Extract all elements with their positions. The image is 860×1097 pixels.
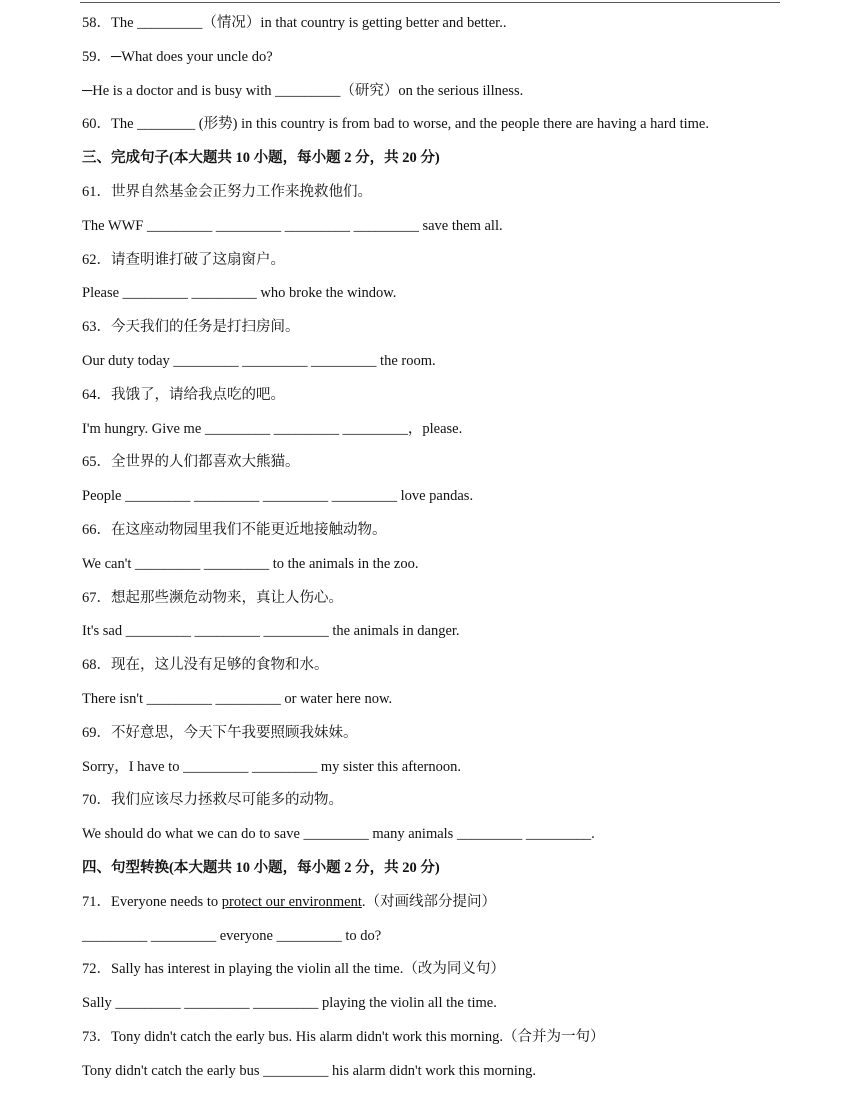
question-line: We can't _________ _________ to the animals in the zoo. (82, 555, 419, 572)
question-line: ─He is a doctor and is busy with _________（研究）on the serious illness. (82, 82, 524, 99)
question-line: 58．The _________（情况）in that country is getting better and better.. (82, 15, 507, 31)
question-line: Our duty today _________ _________ _________ the room. (82, 352, 436, 369)
question-line: 67．想起那些濒危动物来，真让人伤心。 (82, 589, 343, 606)
underlined-phrase: protect our environment (221, 893, 362, 910)
question-line: 65．全世界的人们都喜欢大熊猫。 (82, 454, 300, 471)
question-line: 72．Sally has interest in playing the violin all the time.（改为同义句） (82, 961, 505, 978)
question-line: Sorry，I have to _________ _________ my sister this afternoon. (82, 758, 461, 775)
question-line: 70．我们应该尽力拯救尽可能多的动物。 (82, 792, 343, 809)
question-line: There isn't _________ _________ or water here now. (82, 690, 393, 707)
question-line: The WWF _________ _________ _________ _________ save them all. (82, 217, 503, 234)
question-line: 62．请查明谁打破了这扇窗户。 (82, 251, 285, 268)
worksheet-page (82, 7, 782, 1089)
question-line (82, 886, 782, 920)
question-line: 66．在这座动物园里我们不能更近地接触动物。 (82, 521, 387, 538)
question-instruction: .（对画线部分提问） (361, 893, 496, 910)
question-line: 69．不好意思，今天下午我要照顾我妹妹。 (82, 724, 358, 741)
question-line: Please _________ _________ who broke the window. (82, 285, 397, 302)
top-rule (80, 2, 780, 3)
question-line: 60．The ________ (形势) in this country is from bad to worse, and the people there are having a hard time. (82, 116, 709, 133)
question-line: People _________ _________ _________ _________ love pandas. (82, 488, 474, 505)
question-line: 68．现在，这儿没有足够的食物和水。 (82, 657, 329, 674)
section-heading: 四、句型转换(本大题共 10 小题，每小题 2 分，共 20 分) (82, 859, 440, 876)
question-line: We should do what we can do to save _________ many animals _________ _________. (82, 826, 595, 843)
question-line: It's sad _________ _________ _________ the animals in danger. (82, 623, 460, 640)
section-heading: 三、完成句子(本大题共 10 小题，每小题 2 分，共 20 分) (82, 150, 440, 167)
question-line: I'm hungry. Give me _________ _________ _________，please. (82, 420, 463, 437)
question-line: Sally _________ _________ _________ playing the violin all the time. (82, 995, 497, 1012)
question-line: Tony didn't catch the early bus _________ his alarm didn't work this morning. (82, 1062, 537, 1079)
question-line: 59．─What does your uncle do? (82, 48, 273, 65)
question-text: 71．Everyone needs to (82, 893, 222, 910)
question-line: 61．世界自然基金会正努力工作来挽救他们。 (82, 183, 372, 200)
question-line: 73．Tony didn't catch the early bus. His alarm didn't work this morning.（合并为一句） (82, 1028, 605, 1045)
question-line: 63．今天我们的任务是打扫房间。 (82, 319, 300, 336)
question-line: 64．我饿了，请给我点吃的吧。 (82, 386, 285, 403)
question-line: _________ _________ everyone _________ to do? (82, 927, 382, 944)
